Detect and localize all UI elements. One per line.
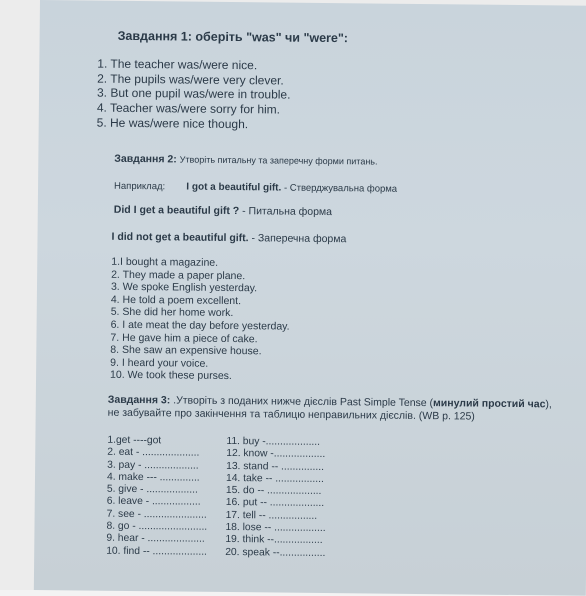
list-item: 6. I ate meat the day before yesterday.	[110, 318, 290, 333]
list-item: 3. But one pupil was/were in trouble.	[96, 86, 291, 103]
list-item: 8. She saw an expensive house.	[110, 343, 262, 358]
list-item: 5. He was/were nice though.	[96, 115, 249, 131]
list-item: 20. speak --................	[225, 546, 326, 559]
list-item: 2. eat - ....................	[107, 447, 200, 459]
list-item: 4. make --- ..............	[106, 471, 200, 484]
example-line: Наприклад: I got a beautiful gift. - Стверджувальна форма	[113, 180, 398, 195]
task3-instructions: Завдання 3: .Утворіть з поданих нижче дієслів Past Simple Tense (минулий простий час), не забувайте про закінчення та таблицю неправильних дієслів. (WB p. 125)	[107, 393, 552, 423]
list-item: 3. We spoke English yesterday.	[110, 280, 258, 295]
list-item: 1.I bought a magazine.	[111, 255, 219, 269]
verb-column-right	[225, 436, 326, 560]
list-item: 19. think --.................	[225, 534, 323, 547]
list-item: 4. He told a poem excellent.	[110, 293, 242, 307]
list-item: 1.get ----got	[107, 434, 162, 447]
task2-list	[110, 256, 290, 384]
task2-title: Завдання 2: Утворіть питальну та заперечну форми питань.	[114, 152, 378, 167]
list-item: 9. I heard your voice.	[110, 356, 209, 370]
list-item: 1. The teacher was/were nice.	[97, 56, 258, 73]
list-item: 9. hear - ....................	[106, 533, 205, 546]
list-item: 6. leave - .................	[106, 496, 201, 509]
question-form-line: Did I get a beautiful gift ? - Питальна форма	[113, 203, 333, 219]
list-item: 3. pay - ...................	[107, 459, 199, 472]
list-item: 2. The pupils was/were very clever.	[97, 71, 284, 88]
list-item: 14. take -- .................	[225, 472, 324, 485]
list-item: 15. do -- ...................	[225, 485, 322, 498]
list-item: 5. She did her home work.	[110, 306, 234, 320]
list-item: 18. lose -- ..................	[225, 522, 326, 535]
list-item: 8. go - ........................	[106, 520, 208, 533]
task3-verb-grid	[106, 435, 567, 570]
list-item: 13. stand -- ...............	[226, 460, 325, 473]
list-item: 2. They made a paper plane.	[111, 268, 246, 282]
task1-list	[97, 57, 291, 133]
list-item: 17. tell -- .................	[225, 509, 318, 522]
list-item: 10. find -- ...................	[106, 545, 208, 558]
worksheet-paper	[34, 0, 586, 596]
list-item: 12. know -..................	[226, 448, 326, 461]
list-item: 7. He gave him a piece of cake.	[110, 331, 258, 345]
negative-form-line: I did not get a beautiful gift. - Заперечна форма	[111, 230, 347, 246]
list-item: 7. see - ......................	[106, 508, 207, 521]
verb-column-left	[106, 435, 208, 559]
list-item: 10. We took these purses.	[110, 369, 232, 383]
task1-title: Завдання 1: оберіть "was" чи "were":	[117, 28, 349, 46]
list-item: 5. give - ..................	[106, 483, 198, 496]
list-item: 11. buy -...................	[226, 435, 321, 448]
list-item: 16. put -- ...................	[225, 497, 325, 510]
list-item: 4. Teacher was/were sorry for him.	[96, 100, 281, 117]
